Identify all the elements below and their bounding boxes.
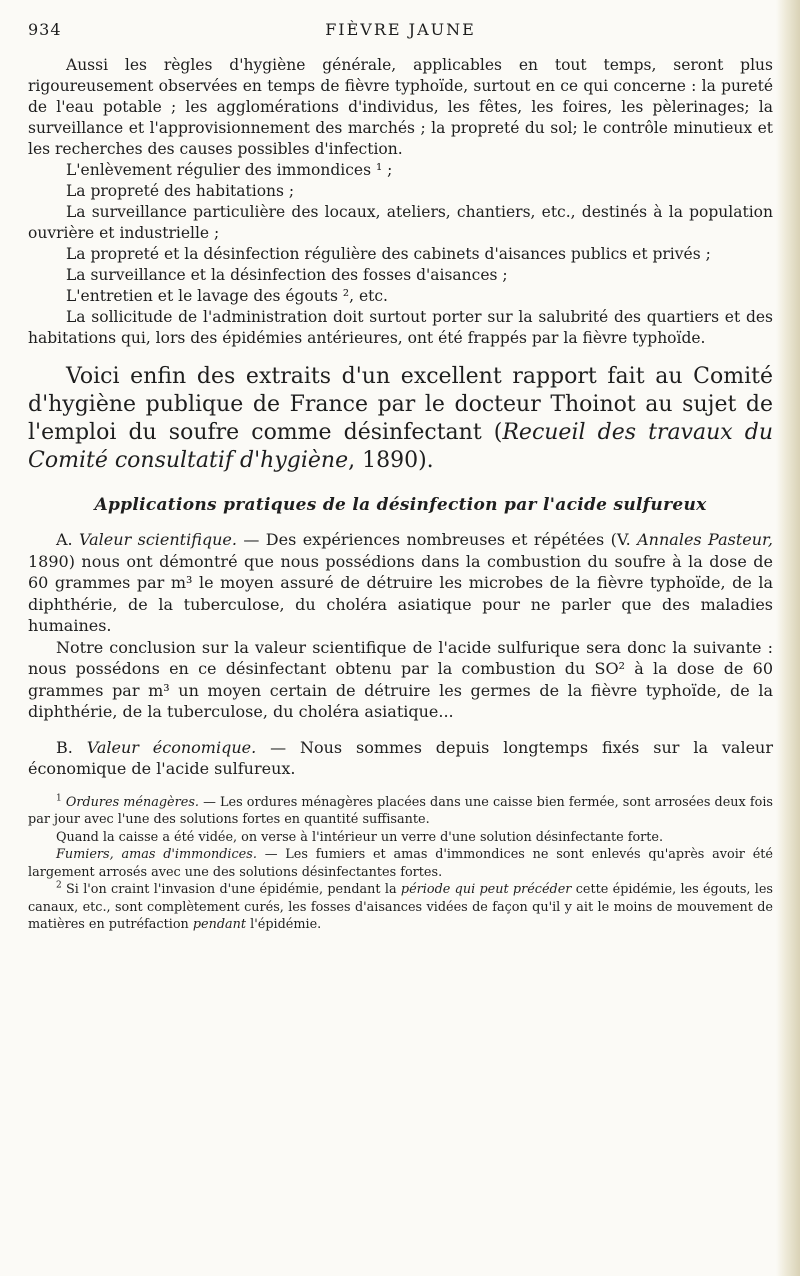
paragraph: La sollicitude de l'administration doit surtout porter sur la salubrité des quartiers et des habitations qui, lors des épidémies antérieures, ont été frappés par la fièvre typhoïde.: [28, 308, 773, 347]
section-b: [28, 737, 773, 780]
page-edge-shadow: [776, 0, 800, 1276]
section-a: [28, 529, 773, 723]
section-b-paragraph: B. Valeur économique. — Nous sommes depuis longtemps fixés sur la valeur économique de l'acide sulfureux.: [28, 737, 773, 778]
paragraph: La surveillance particulière des locaux, ateliers, chantiers, etc., destinés à la population ouvrière et industrielle ;: [28, 203, 773, 242]
section-a-paragraph: A. Valeur scientifique. — Des expériences nombreuses et répétées (V. Annales Pasteur, 1890) nous ont démontré que nous possédions dans la combustion du soufre à la dose de 60 grammes par m³ le moyen assuré de détruire les microbes de la fièvre typhoïde, de la diphthérie, de la tuberculose, du choléra asiatique pour ne parler que des maladies humaines.: [28, 530, 773, 635]
section-a-label: Valeur scientifique.: [79, 530, 237, 549]
footnote-1-continued: Quand la caisse a été vidée, on verse à l'intérieur un verre d'une solution désinfectante forte.: [56, 829, 664, 845]
lead-paragraph: [28, 363, 773, 475]
page-header: [28, 20, 773, 44]
lead-text: Voici enfin des extraits d'un excellent rapport fait au Comité d'hygiène publique de France par le docteur Thoinot au sujet de l'emploi du soufre comme désinfectant (Recueil des travaux du Comité consultatif d'hygiène, 1890).: [28, 364, 774, 473]
running-head: FIÈVRE JAUNE: [325, 20, 476, 39]
paragraph: La surveillance et la désinfection des fosses d'aisances ;: [66, 266, 508, 284]
footnote-2: $^2$ Si l'on craint l'invasion d'une épidémie, pendant la période qui peut précéder cette épidémie, les égouts, les canaux, etc., sont complètement curés, les fosses d'aisances vidées de façon qu'il y ait le moins de mouvement de matières en putréfaction pendant l'épidémie.: [28, 880, 774, 932]
footnote-1-b: Fumiers, amas d'immondices. — Les fumiers et amas d'immondices ne sont enlevés qu'après avoir été largement arrosés avec une des solutions désinfectantes fortes.: [28, 847, 773, 880]
paragraph: L'entretien et le lavage des égouts ², etc.: [66, 287, 388, 305]
paragraph: La propreté et la désinfection régulière des cabinets d'aisances publics et privés ;: [66, 245, 711, 263]
main-text: [28, 55, 773, 349]
section-b-label: Valeur économique.: [86, 737, 257, 757]
section-a-conclusion: Notre conclusion sur la valeur scientifique de l'acide sulfurique sera donc la suivante : nous possédons en ce désinfectant obtenu par la combustion du SO² à la dose de 60 grammes par m³ un moyen certain de détruire les germes de la fièvre typhoïde, de la diphthérie, de la tuberculose, du choléra asiatique...: [28, 637, 773, 721]
section-title: Applications pratiques de la désinfection par l'acide sulfureux: [94, 495, 707, 515]
page-body: [28, 55, 773, 934]
paragraph: L'enlèvement régulier des immondices ¹ ;: [66, 161, 393, 179]
page-number: 934: [28, 20, 62, 39]
footnotes: [28, 794, 773, 934]
paragraph: Aussi les règles d'hygiène générale, applicables en tout temps, seront plus rigoureusement observées en temps de fièvre typhoïde, surtout en ce qui concerne : la pureté de l'eau potable ; les agglomérations d'individus, les fêtes, les foires, les pèlerinages; la surveillance et l'approvisionnement des marchés ; la propreté du sol; le contrôle minutieux et les recherches des causes possibles d'infection.: [28, 56, 773, 158]
footnote-1: $^1$ Ordures ménagères. — Les ordures ménagères placées dans une caisse bien fermée, sont arrosées deux fois par jour avec l'une des solutions fortes en quantité suffisante.: [28, 793, 773, 827]
paragraph: La propreté des habitations ;: [66, 182, 295, 200]
source-citation: Recueil des travaux du Comité consultatif d'hygiène: [28, 420, 774, 473]
